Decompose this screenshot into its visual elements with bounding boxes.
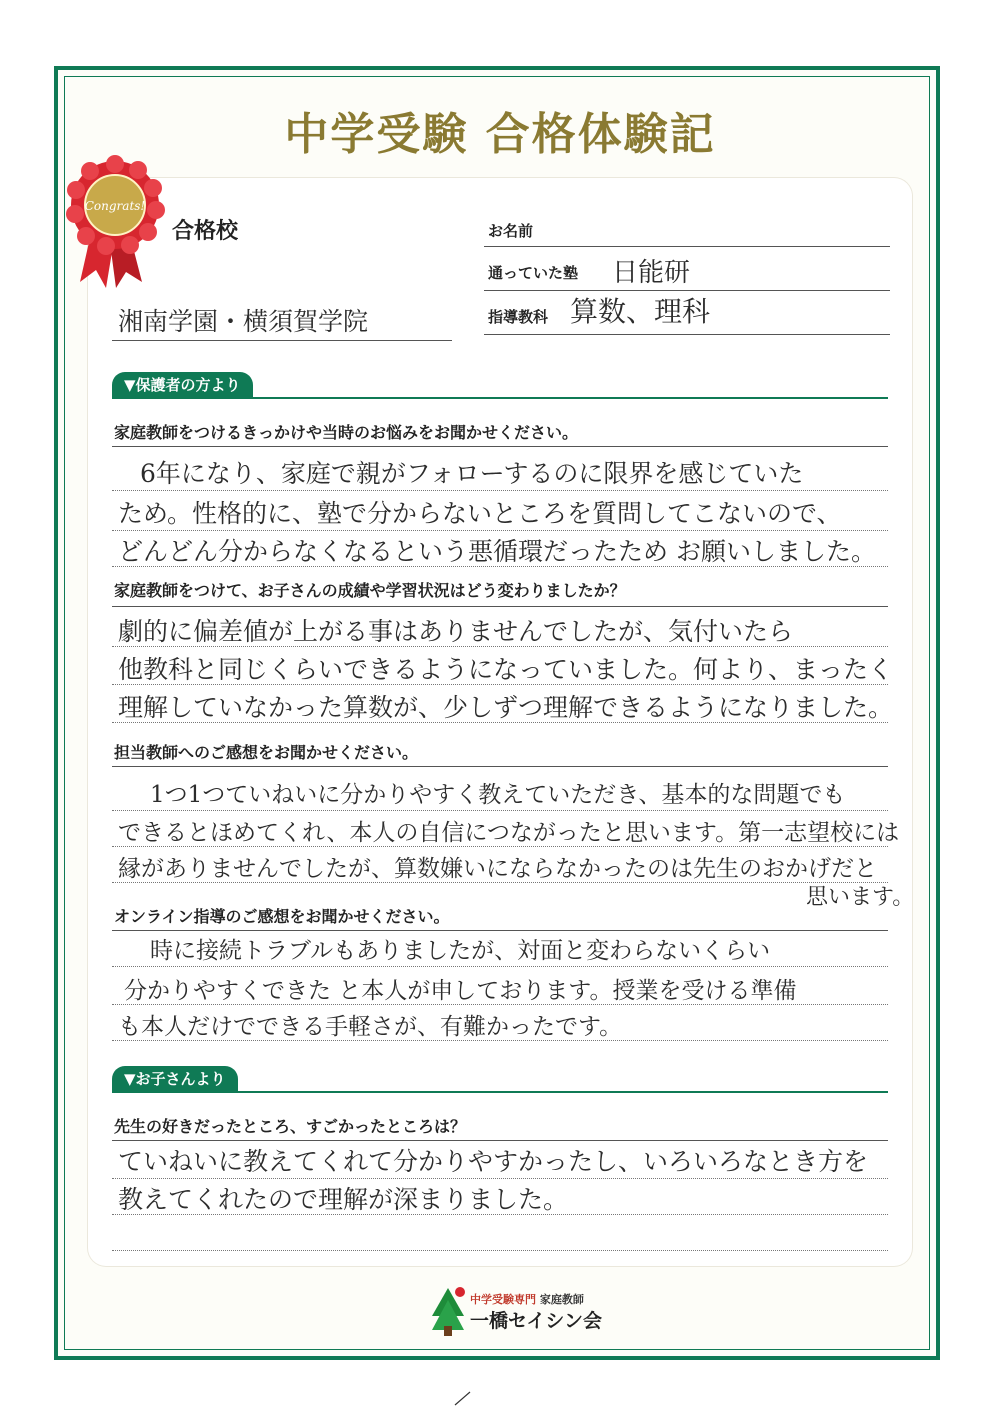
juku-label: 通っていた塾 bbox=[488, 264, 579, 282]
answer-line: できるとほめてくれ、本人の自信につながったと思います。第一志望校には bbox=[118, 820, 900, 846]
page-title: 中学受験 合格体験記 bbox=[284, 109, 716, 160]
answer-line: 他教科と同じくらいできるようになっていました。何より、まったく bbox=[118, 655, 894, 684]
section-tag-line bbox=[112, 397, 888, 399]
name-underline bbox=[484, 246, 890, 247]
brand-tagline-black: 家庭教師 bbox=[539, 1293, 584, 1306]
answer-line: ていねいに教えてくれて分かりやすかったし、いろいろなとき方を bbox=[118, 1147, 869, 1176]
question-heading: 家庭教師をつけて、お子さんの成績や学習状況はどう変わりましたか？ bbox=[114, 581, 626, 600]
question-underline bbox=[112, 1140, 888, 1141]
name-label: お名前 bbox=[488, 222, 534, 240]
congrats-rosette-icon bbox=[60, 150, 170, 290]
answer-line: も本人だけでできる手軽さが、有難かったです。 bbox=[118, 1014, 623, 1040]
question-heading: 先生の好きだったところ、すごかったところは？ bbox=[114, 1117, 467, 1136]
school-value: 湘南学園・横須賀学院 bbox=[118, 307, 369, 336]
brand-name: 一橋セイシン会 bbox=[470, 1310, 602, 1332]
ruled-line bbox=[112, 1040, 888, 1041]
answer-line: 時に接続トラブルもありましたが、対面と変わらないくらい bbox=[150, 938, 771, 964]
ruled-line bbox=[112, 722, 888, 723]
brand-logo-icon bbox=[430, 1286, 466, 1336]
ruled-line bbox=[112, 846, 888, 847]
ruled-line bbox=[112, 1178, 888, 1179]
ruled-line bbox=[112, 646, 888, 647]
section-tag-line bbox=[112, 1091, 888, 1093]
congrats-badge-text: Congrats! bbox=[84, 199, 146, 213]
ruled-line bbox=[112, 490, 888, 491]
ruled-line bbox=[112, 1250, 888, 1251]
ruled-line bbox=[112, 684, 888, 685]
answer-line: 理解していなかった算数が、少しずつ理解できるようになりました。 bbox=[118, 693, 894, 722]
answer-line: どんどん分からなくなるという悪循環だったため お願いしました。 bbox=[118, 537, 876, 566]
ruled-line bbox=[112, 530, 888, 531]
ruled-line bbox=[112, 810, 888, 811]
answer-line: 1つ1つていねいに分かりやすく教えていただき、基本的な問題でも bbox=[150, 782, 846, 808]
answer-line: 分かりやすくできた と本人が申しております。授業を受ける準備 bbox=[124, 978, 797, 1004]
question-heading: 担当教師へのご感想をお聞かせください。 bbox=[114, 743, 419, 762]
ruled-line bbox=[112, 966, 888, 967]
subject-underline bbox=[484, 334, 890, 335]
answer-line: ため。性格的に、塾で分からないところを質問してこないので、 bbox=[118, 499, 842, 528]
question-heading: 家庭教師をつけるきっかけや当時のお悩みをお聞かせください。 bbox=[114, 423, 579, 442]
answer-line: 思います。 bbox=[806, 885, 915, 910]
answer-line: 教えてくれたので理解が深まりました。 bbox=[118, 1185, 569, 1214]
answer-line: 縁がありませんでしたが、算数嫌いにならなかったのは先生のおかげだと bbox=[118, 856, 877, 882]
answer-line: 6年になり、家庭で親がフォローするのに限界を感じていた bbox=[140, 459, 804, 488]
juku-value: 日能研 bbox=[612, 258, 691, 288]
question-underline bbox=[112, 446, 888, 447]
answer-line: 劇的に偏差値が上がる事はありませんでしたが、気付いたら bbox=[118, 617, 794, 646]
ruled-line bbox=[112, 566, 888, 567]
section-tag-child: ▼お子さんより bbox=[112, 1066, 238, 1092]
section-tag-parent: ▼保護者の方より bbox=[112, 372, 253, 398]
school-label: 合格校 bbox=[172, 219, 239, 244]
ruled-line bbox=[112, 1004, 888, 1005]
subject-label: 指導教科 bbox=[488, 308, 549, 326]
question-underline bbox=[112, 766, 888, 767]
brand-tagline-red: 中学受験専門 bbox=[470, 1293, 536, 1306]
ruled-line bbox=[112, 1214, 888, 1215]
question-underline bbox=[112, 606, 888, 607]
question-underline bbox=[112, 930, 888, 931]
ruled-line bbox=[112, 882, 888, 883]
subject-value: 算数、理科 bbox=[570, 295, 711, 328]
question-heading: オンライン指導のご感想をお聞かせください。 bbox=[114, 907, 450, 926]
school-underline bbox=[112, 340, 452, 341]
brand-tagline bbox=[470, 1291, 584, 1307]
